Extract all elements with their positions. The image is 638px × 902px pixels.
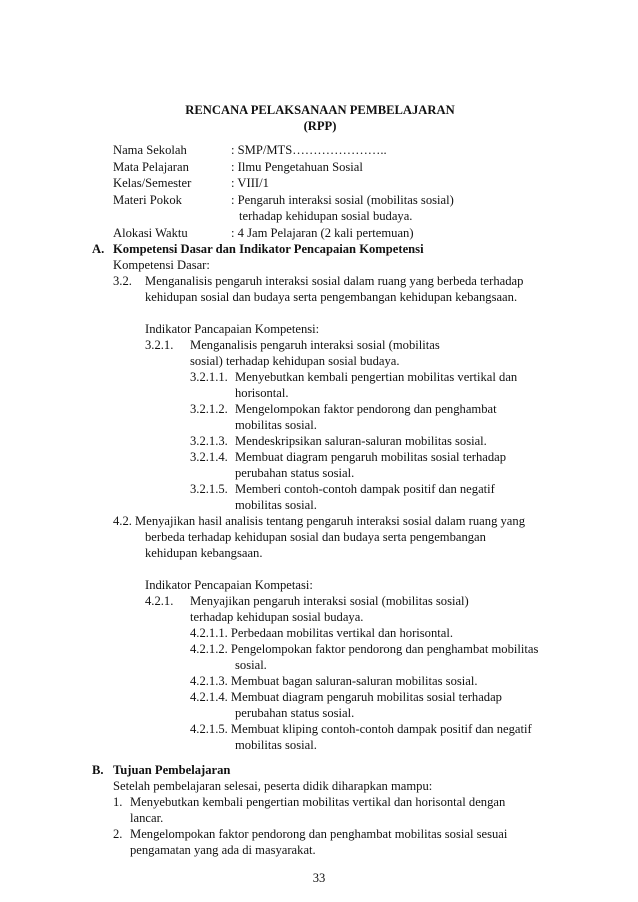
kd2-text-cont: berbeda terhadap kehidupan sosial dan budaya serta pengembangan [145,530,486,544]
identity-row [113,159,533,176]
sub-indicator-text: Mendeskripsikan saluran-saluran mobilitas sosial. [235,434,487,448]
kd-label: Kompetensi Dasar: [113,258,210,272]
kd2-text-cont: kehidupan kebangsaan. [145,546,263,560]
kd1-text-cont: kehidupan sosial dan budaya serta pengembangan kehidupan kebangsaan. [145,290,518,304]
identity-label: Kelas/Semester [113,176,192,191]
objective-text-cont: pengamatan yang ada di masyarakat. [130,843,316,857]
identity-table [113,142,533,242]
sub-indicator-number: 3.2.1.4. [190,450,228,464]
indicator-text-cont: sosial) terhadap kehidupan sosial budaya. [190,354,400,368]
sub-indicator-text-cont: mobilitas sosial. [235,418,317,432]
sub-indicator-text: 4.2.1.5. Membuat kliping contoh-contoh dampak positif dan negatif [190,722,532,736]
identity-row [113,142,533,159]
indicator-text: Menganalisis pengaruh interaksi sosial (mobilitas [190,338,440,352]
sub-indicator-number: 3.2.1.1. [190,370,228,384]
sub-indicator-text-cont: mobilitas sosial. [235,738,317,752]
identity-row [113,225,533,242]
objective-number: 1. [113,795,123,809]
sub-indicator-text: 4.2.1.4. Membuat diagram pengaruh mobilitas sosial terhadap [190,690,502,704]
indicator-label: Indikator Pancapaian Kompetensi: [145,322,320,336]
sub-indicator-number: 3.2.1.2. [190,402,228,416]
sub-indicator-text-cont: horisontal. [235,386,289,400]
sub-indicator-text-cont: mobilitas sosial. [235,498,317,512]
sub-indicator-number: 3.2.1.5. [190,482,228,496]
objective-text: Menyebutkan kembali pengertian mobilitas vertikal dan horisontal dengan [130,795,506,809]
kd1-text: Menganalisis pengaruh interaksi sosial dalam ruang yang berbeda terhadap [145,274,524,288]
document-title [90,102,550,134]
indicator-number: 3.2.1. [145,338,174,352]
sub-indicator-text-cont: sosial. [235,658,267,672]
sub-indicator-text-cont: perubahan status sosial. [235,706,355,720]
section-b-marker: B. [92,763,104,777]
indicator-text: Menyajikan pengaruh interaksi sosial (mobilitas sosial) [190,594,469,608]
identity-value: : VIII/1 [231,176,269,191]
identity-row [113,175,533,192]
objective-number: 2. [113,827,123,841]
identity-value: : Pengaruh interaksi sosial (mobilitas sosial) [231,192,454,207]
title-line-2: (RPP) [303,119,337,133]
identity-value: : Ilmu Pengetahuan Sosial [231,159,363,174]
title-line-1: RENCANA PELAKSANAAN PEMBELAJARAN [185,103,455,117]
identity-label: Alokasi Waktu [113,225,188,240]
sub-indicator-text: 4.2.1.1. Perbedaan mobilitas vertikal dan horisontal. [190,626,454,640]
sub-indicator-number: 3.2.1.3. [190,434,228,448]
identity-label: Mata Pelajaran [113,159,189,174]
sub-indicator-text: Menyebutkan kembali pengertian mobilitas vertikal dan [235,370,518,384]
objective-text-cont: lancar. [130,811,164,825]
objective-text: Mengelompokan faktor pendorong dan penghambat mobilitas sosial sesuai [130,827,508,841]
indicator-label: Indikator Pencapaian Kompetasi: [145,578,313,592]
sub-indicator-text: 4.2.1.2. Pengelompokan faktor pendorong dan penghambat mobilitas [190,642,539,656]
kd1-number: 3.2. [113,274,132,288]
sub-indicator-text-cont: perubahan status sosial. [235,466,355,480]
indicator-number: 4.2.1. [145,594,174,608]
sub-indicator-text: Mengelompokan faktor pendorong dan penghambat [235,402,497,416]
indicator-text-cont: terhadap kehidupan sosial budaya. [190,610,364,624]
identity-label: Nama Sekolah [113,143,187,157]
section-b-heading: Tujuan Pembelajaran [113,763,231,777]
identity-value: : 4 Jam Pelajaran (2 kali pertemuan) [231,225,414,240]
kd2-text: 4.2. Menyajikan hasil analisis tentang pengaruh interaksi sosial dalam ruang yang [113,514,525,528]
sub-indicator-text: 4.2.1.3. Membuat bagan saluran-saluran mobilitas sosial. [190,674,478,688]
identity-row [113,192,533,209]
identity-value: : SMP/MTS………………….. [231,143,387,157]
identity-label: Materi Pokok [113,192,182,207]
identity-value-continued: terhadap kehidupan sosial budaya. [239,209,413,224]
section-a-heading: Kompetensi Dasar dan Indikator Pencapaian Kompetensi [113,242,424,256]
sub-indicator-text: Membuat diagram pengaruh mobilitas sosial terhadap [235,450,507,464]
identity-row [113,208,533,225]
section-a-marker: A. [92,242,105,256]
page-number: 33 [312,871,326,885]
sub-indicator-text: Memberi contoh-contoh dampak positif dan negatif [235,482,495,496]
objectives-intro: Setelah pembelajaran selesai, peserta didik diharapkan mampu: [113,779,433,793]
